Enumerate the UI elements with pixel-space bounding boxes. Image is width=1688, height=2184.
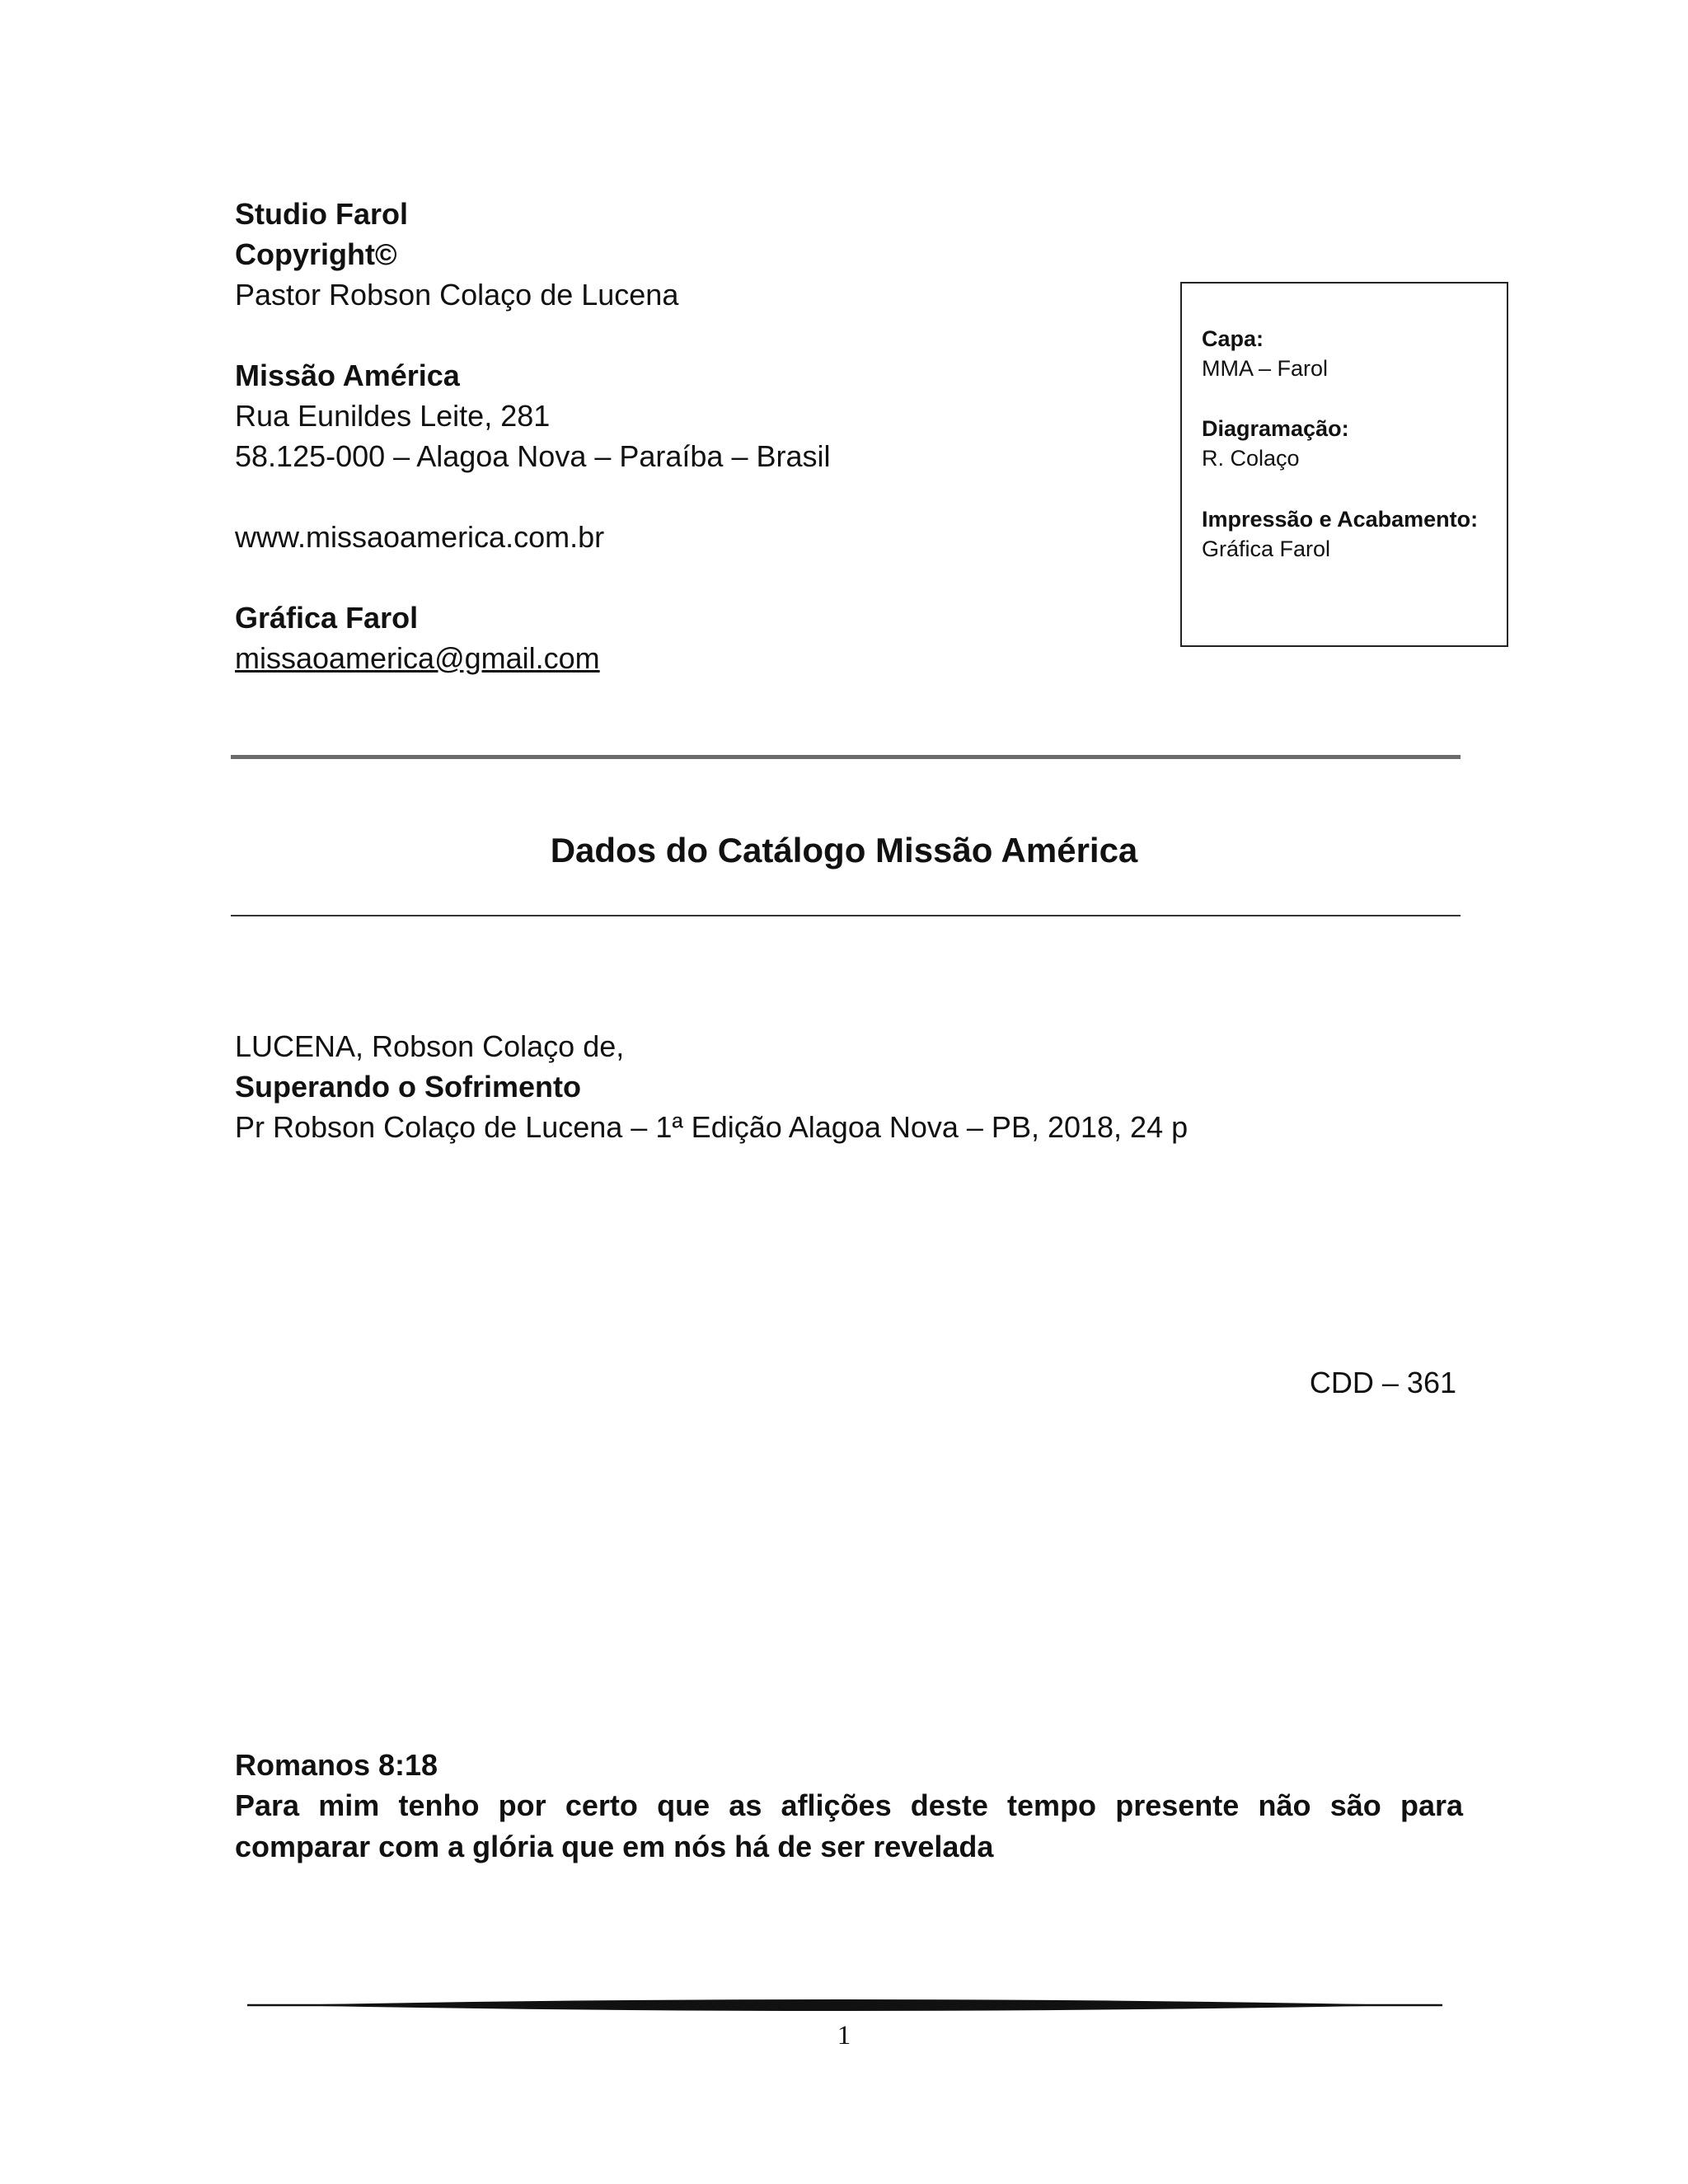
copyright-label: Copyright© [235, 237, 397, 271]
verse-reference: Romanos 8:18 [235, 1748, 438, 1782]
catalog-edition-line: Pr Robson Colaço de Lucena – 1ª Edição Alagoa Nova – PB, 2018, 24 p [235, 1110, 1189, 1144]
studio-name: Studio Farol [235, 197, 408, 231]
organization-name: Missão América [235, 359, 460, 392]
organization-city: 58.125-000 – Alagoa Nova – Paraíba – Brasil [235, 439, 831, 473]
cover-label: Capa: [1202, 326, 1264, 351]
organization-website[interactable]: www.missaoamerica.com.br [235, 520, 605, 554]
author-name: Pastor Robson Colaço de Lucena [235, 278, 679, 312]
catalog-title: Dados do Catálogo Missão América [550, 831, 1138, 869]
catalog-author-entry: LUCENA, Robson Colaço de, [235, 1029, 625, 1063]
printer-name: Gráfica Farol [235, 601, 419, 635]
thick-divider [231, 755, 1461, 759]
thin-divider [231, 915, 1461, 916]
printer-email-link[interactable]: missaoamerica@gmail.com [235, 641, 600, 675]
layout-label: Diagramação: [1202, 416, 1349, 441]
credits-box [1180, 282, 1508, 647]
cover-value: MMA – Farol [1202, 356, 1329, 381]
organization-street: Rua Eunildes Leite, 281 [235, 399, 551, 433]
layout-value: R. Colaço [1202, 446, 1300, 471]
verse-text: Para mim tenho por certo que as aflições deste tempo presente não são para comparar com a glória que em nós há de ser revelada [235, 1788, 1463, 1863]
page-number: 1 [837, 2021, 851, 2050]
footer-ornament-line [247, 1994, 1442, 2016]
catalog-book-title: Superando o Sofrimento [235, 1070, 582, 1104]
cdd-classification: CDD – 361 [1309, 1366, 1456, 1399]
printing-label: Impressão e Acabamento: [1202, 507, 1479, 532]
printing-value: Gráfica Farol [1202, 537, 1331, 561]
